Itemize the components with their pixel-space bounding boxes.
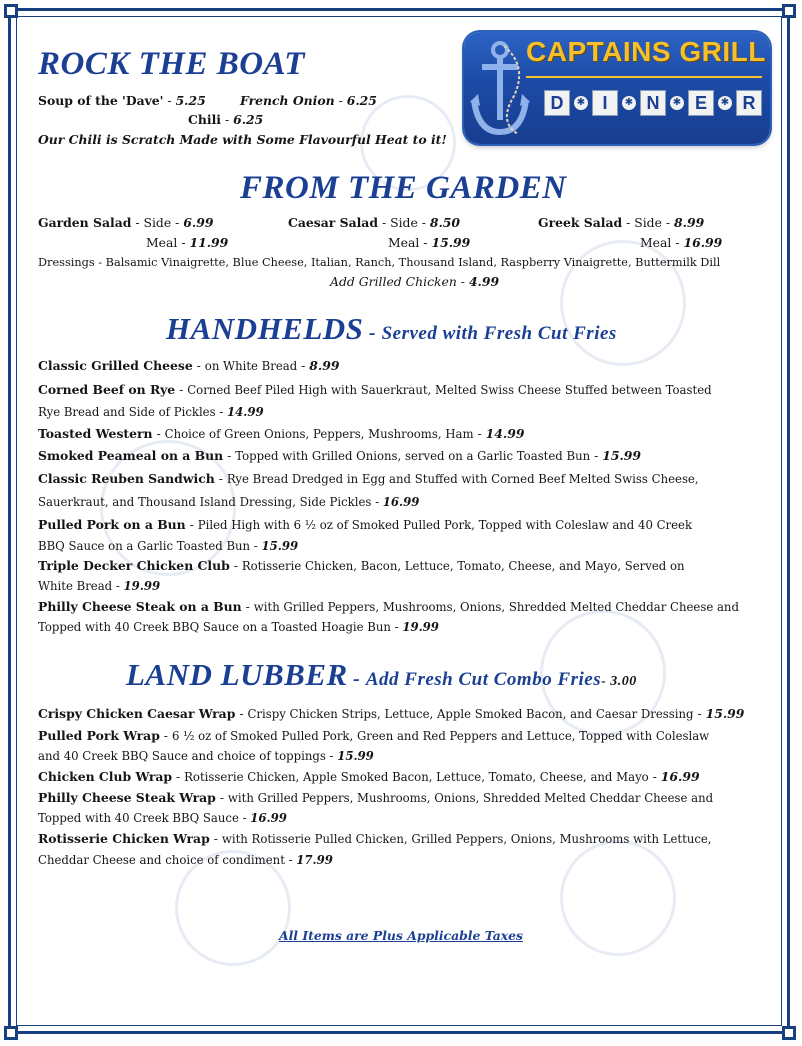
dressings-line: Dressings - Balsamic Vinaigrette, Blue Cheese, Italian, Ranch, Thousand Island, Raspberry Vinaigrette, Buttermilk Dill [38, 256, 721, 269]
captains-grill-logo [464, 32, 770, 144]
anchor-icon [468, 36, 532, 140]
logo-rule [526, 76, 762, 78]
menu-item: Classic Grilled Cheese - on White Bread - 8.99 [38, 358, 340, 373]
section-title-land-lubber: LAND LUBBER - Add Fresh Cut Combo Fries- 3.00 [126, 657, 637, 692]
add-chicken-line: Add Grilled Chicken - 4.99 [330, 274, 500, 289]
star-icon: ✱ [670, 96, 684, 110]
french-onion-line: French Onion - 6.25 [240, 93, 377, 108]
chili-line: Chili - 6.25 [188, 112, 264, 127]
item-price: 5.25 [175, 93, 206, 108]
item-name: French Onion [240, 93, 335, 108]
menu-item-cont: BBQ Sauce on a Garlic Toasted Bun - 15.99 [38, 539, 299, 553]
frame-corner [782, 4, 796, 18]
menu-item: Smoked Peameal on a Bun - Topped with Grilled Onions, served on a Garlic Toasted Bun - 15.99 [38, 448, 642, 463]
menu-item-cont: Cheddar Cheese and choice of condiment - 17.99 [38, 853, 333, 867]
logo-diner-sign [544, 90, 762, 116]
section-title-handhelds: HANDHELDS - Served with Fresh Cut Fries [166, 311, 617, 346]
star-icon: ✱ [718, 96, 732, 110]
menu-item-cont: White Bread - 19.99 [38, 579, 161, 593]
star-icon: ✱ [622, 96, 636, 110]
section-title-garden: FROM THE GARDEN [240, 170, 567, 206]
frame-corner [4, 4, 18, 18]
salad-side: Garden Salad - Side - 6.99 [38, 215, 214, 230]
menu-item-cont: Rye Bread and Side of Pickles - 14.99 [38, 405, 264, 419]
menu-item: Philly Cheese Steak on a Bun - with Grilled Peppers, Mushrooms, Onions, Shredded Melted Cheddar Cheese and [38, 599, 739, 614]
soup-line: Soup of the 'Dave' - 5.25 [38, 93, 206, 108]
salad-meal: Meal - 16.99 [640, 235, 723, 250]
menu-item-cont: Topped with 40 Creek BBQ Sauce on a Toasted Hoagie Bun - 19.99 [38, 620, 439, 634]
menu-item: Chicken Club Wrap - Rotisserie Chicken, Apple Smoked Bacon, Lettuce, Tomato, Cheese, and Mayo - 16.99 [38, 769, 700, 784]
menu-item: Philly Cheese Steak Wrap - with Grilled Peppers, Mushrooms, Onions, Shredded Melted Cheddar Cheese and [38, 790, 714, 805]
salad-meal: Meal - 11.99 [146, 235, 229, 250]
menu-item: Rotisserie Chicken Wrap - with Rotisserie Pulled Chicken, Grilled Peppers, Onions, Mushrooms with Lettuce, [38, 831, 712, 846]
item-price: 6.25 [233, 112, 264, 127]
star-icon: ✱ [574, 96, 588, 110]
diner-letter: R [736, 90, 762, 116]
menu-item: Crispy Chicken Caesar Wrap - Crispy Chicken Strips, Lettuce, Apple Smoked Bacon, and Caesar Dressing - 15.99 [38, 706, 745, 721]
menu-item: Pulled Pork Wrap - 6 ½ oz of Smoked Pulled Pork, Green and Red Peppers and Lettuce, Topped with Coleslaw [38, 728, 710, 743]
diner-letter: N [640, 90, 666, 116]
logo-name: CAPTAINS GRILL [526, 36, 766, 67]
menu-item-cont: Sauerkraut, and Thousand Island Dressing, Side Pickles - 16.99 [38, 495, 420, 509]
item-name: Soup of the 'Dave' [38, 93, 164, 108]
menu-item-cont: and 40 Creek BBQ Sauce and choice of toppings - 15.99 [38, 749, 374, 763]
menu-item: Pulled Pork on a Bun - Piled High with 6 ½ oz of Smoked Pulled Pork, Topped with Coleslaw and 40 Creek [38, 517, 693, 532]
menu-item: Triple Decker Chicken Club - Rotisserie Chicken, Bacon, Lettuce, Tomato, Cheese, and Mayo, Served on [38, 558, 685, 573]
diner-letter: E [688, 90, 714, 116]
salad-side: Greek Salad - Side - 8.99 [538, 215, 705, 230]
item-price: 6.25 [346, 93, 377, 108]
menu-item: Classic Reuben Sandwich - Rye Bread Dredged in Egg and Stuffed with Corned Beef Melted Swiss Cheese, [38, 471, 699, 486]
diner-letter: I [592, 90, 618, 116]
menu-item: Toasted Western - Choice of Green Onions, Peppers, Mushrooms, Ham - 14.99 [38, 426, 525, 441]
chili-note: Our Chili is Scratch Made with Some Flavourful Heat to it! [38, 132, 447, 147]
diner-letter: D [544, 90, 570, 116]
section-title-rock-the-boat: ROCK THE BOAT [38, 46, 305, 82]
frame-corner [782, 1026, 796, 1040]
item-name: Chili [188, 112, 221, 127]
menu-item: Corned Beef on Rye - Corned Beef Piled High with Sauerkraut, Melted Swiss Cheese Stuffed between Toasted [38, 382, 712, 397]
tax-note: All Items are Plus Applicable Taxes [278, 928, 524, 943]
frame-corner [4, 1026, 18, 1040]
salad-side: Caesar Salad - Side - 8.50 [288, 215, 461, 230]
salad-meal: Meal - 15.99 [388, 235, 471, 250]
menu-item-cont: Topped with 40 Creek BBQ Sauce - 16.99 [38, 811, 287, 825]
